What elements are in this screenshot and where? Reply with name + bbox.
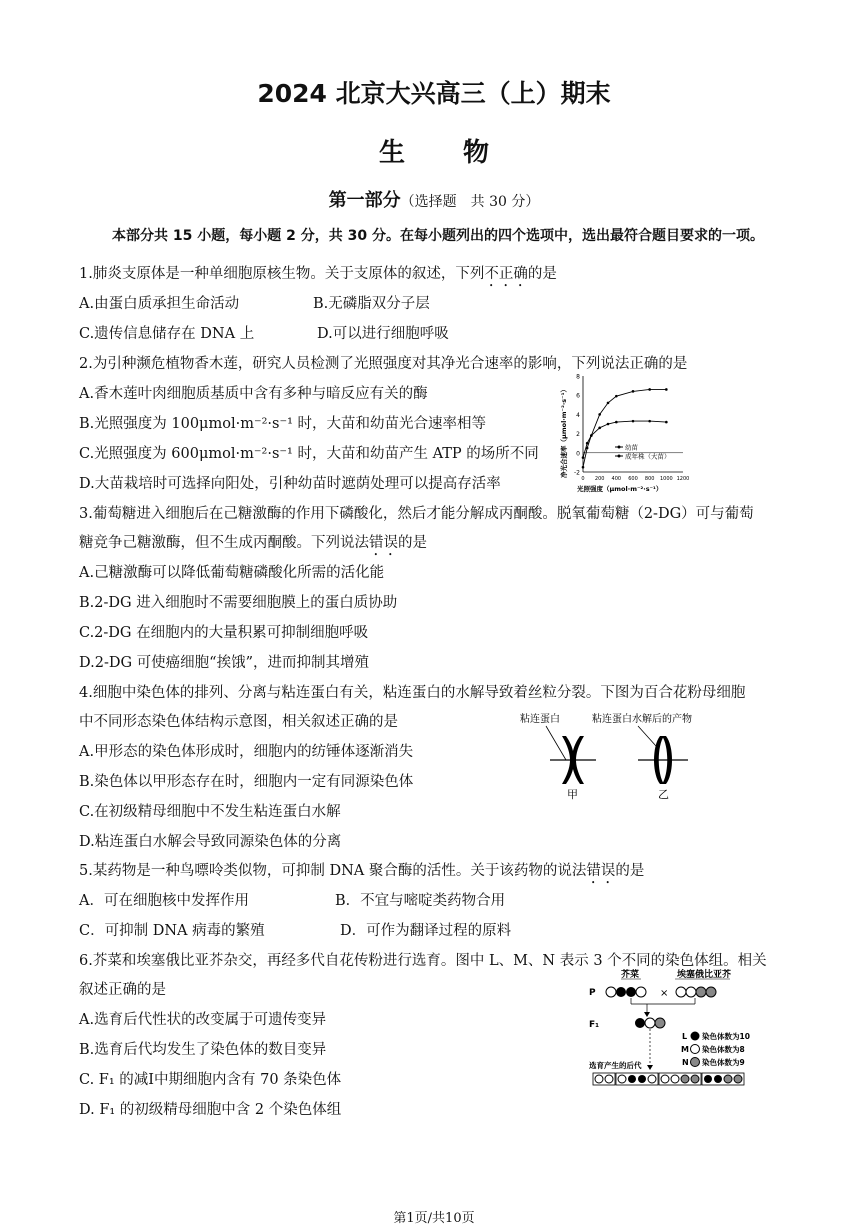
part-heading bbox=[0, 186, 868, 212]
series-point bbox=[607, 402, 610, 405]
q1-option-d: D.可以进行细胞呼吸 bbox=[317, 326, 449, 342]
series-point bbox=[615, 421, 618, 424]
q3-option-d: D.2-DG 可使癌细胞“挨饿”，进而抑制其增殖 bbox=[79, 655, 369, 671]
series-point bbox=[665, 388, 668, 391]
q5-option-d: D．可作为翻译过程的原料 bbox=[340, 923, 512, 939]
svg-text:N: N bbox=[682, 1058, 689, 1067]
offspring-genomes bbox=[593, 1073, 744, 1085]
fig-label-product: 粘连蛋白水解后的产物 bbox=[592, 714, 692, 725]
svg-text:染色体数为9: 染色体数为9 bbox=[702, 1058, 745, 1067]
q6-breeding-figure bbox=[585, 968, 800, 1088]
q6-option-a: A.选育后代性状的改变属于可遗传变异 bbox=[79, 1012, 327, 1028]
y-tick-label: -2 bbox=[574, 469, 580, 477]
q2-stem: 2.为引种濒危植物香木莲，研究人员检测了光照强度对其净光合速率的影响，下列说法正确的是 bbox=[79, 356, 688, 372]
series-point bbox=[665, 421, 668, 424]
fig-label-yi: 乙 bbox=[658, 788, 669, 800]
part-title: 第一部分 bbox=[328, 190, 401, 211]
q3-option-b: B.2-DG 进入细胞时不需要细胞膜上的蛋白质协助 bbox=[79, 595, 398, 611]
series-point bbox=[590, 434, 593, 437]
q4-stem-line1: 4.细胞中染色体的排列、分离与粘连蛋白有关，粘连蛋白的水解导致着丝粒分裂。下图为百合花粉母细胞 bbox=[79, 685, 746, 701]
part-note: （选择题 共 30 分） bbox=[400, 194, 540, 210]
q1-option-c: C.遗传信息储存在 DNA 上 bbox=[79, 326, 255, 342]
legend-seedling: 幼苗 bbox=[625, 443, 638, 452]
q4-option-d: D.粘连蛋白水解会导致同源染色体的分离 bbox=[79, 834, 342, 850]
label-f1: F₁ bbox=[589, 1020, 600, 1030]
svg-text:染色体数为10: 染色体数为10 bbox=[702, 1032, 750, 1041]
label-offspring: 选育产生的后代 bbox=[589, 1061, 642, 1070]
q6-option-c: C. F₁ 的减Ⅰ中期细胞内含有 70 条染色体 bbox=[79, 1072, 342, 1088]
q2-light-curve-chart bbox=[555, 372, 690, 494]
q3-option-c: C.2-DG 在细胞内的大量积累可抑制细胞呼吸 bbox=[79, 625, 369, 641]
page-title: 2024 北京大兴高三（上）期末 bbox=[257, 79, 611, 108]
series-point bbox=[632, 390, 635, 393]
q4-stem-line2: 中不同形态染色体结构示意图，相关叙述正确的是 bbox=[79, 714, 398, 730]
q2-option-b: B.光照强度为 100μmol·m⁻²·s⁻¹ 时，大苗和幼苗光合速率相等 bbox=[79, 416, 487, 432]
q4-option-a: A.甲形态的染色体形成时，细胞内的纺锤体逐渐消失 bbox=[79, 744, 414, 760]
label-p: P bbox=[589, 988, 596, 998]
subject-title: 生物 bbox=[378, 138, 547, 168]
instructions: 本部分共 15 小题，每小题 2 分，共 30 分。在每小题列出的四个选项中，选出最符合题目要求的一项。 bbox=[112, 228, 764, 244]
cross-sign: × bbox=[660, 988, 669, 999]
series-point bbox=[648, 420, 651, 423]
q5-option-b: B．不宜与嘧啶类药物合用 bbox=[335, 893, 506, 909]
x-tick-label: 0 bbox=[581, 476, 585, 482]
x-tick-label: 1000 bbox=[659, 476, 673, 482]
q3-stem-line2: 糖竞争己糖激酶，但不生成丙酮酸。下列说法错误的是 bbox=[79, 535, 427, 551]
series-point bbox=[598, 427, 601, 430]
x-tick-label: 1200 bbox=[676, 476, 690, 482]
q5-option-a: A．可在细胞核中发挥作用 bbox=[79, 893, 249, 909]
q1-option-a: A.由蛋白质承担生命活动 bbox=[79, 296, 240, 312]
parent-ethiopian bbox=[676, 987, 716, 997]
parent-mustard bbox=[606, 987, 646, 997]
q6-stem-line2: 叙述正确的是 bbox=[79, 982, 166, 998]
chart-legend bbox=[615, 443, 671, 461]
y-tick-label: 8 bbox=[576, 373, 580, 381]
q1-stem: 1.肺炎支原体是一种单细胞原核生物。关于支原体的叙述，下列不正确的是 bbox=[79, 266, 557, 282]
svg-text:M: M bbox=[681, 1045, 689, 1054]
page-footer: 第1页/共10页 bbox=[393, 1211, 475, 1226]
f1-genome bbox=[635, 1018, 665, 1028]
y-tick-label: 2 bbox=[576, 431, 580, 439]
x-tick-label: 400 bbox=[611, 476, 622, 482]
series-point bbox=[598, 413, 601, 416]
q1-option-b: B.无磷脂双分子层 bbox=[313, 296, 430, 312]
chart-xlabel: 光照强度（μmol·m⁻²·s⁻¹） bbox=[577, 485, 663, 493]
label-mustard: 芥菜 bbox=[621, 970, 640, 980]
y-tick-label: 0 bbox=[576, 450, 580, 458]
chromosome-yi bbox=[638, 736, 688, 784]
series-point bbox=[582, 466, 585, 469]
q6-stem-line1: 6.芥菜和埃塞俄比亚芥杂交，再经多代自花传粉进行选育。图中 L、M、N 表示 3 个不同的染色体组。相关 bbox=[79, 953, 767, 969]
fig-label-jia: 甲 bbox=[567, 788, 578, 800]
q5-stem: 5.某药物是一种鸟嘌呤类似物，可抑制 DNA 聚合酶的活性。关于该药物的说法错误的是 bbox=[79, 863, 645, 879]
chromosome-jia bbox=[550, 736, 596, 784]
series-point bbox=[648, 388, 651, 391]
q2-option-d: D.大苗栽培时可选择向阳处，引种幼苗时遮荫处理可以提高存活率 bbox=[79, 476, 501, 492]
series-point bbox=[582, 456, 585, 459]
x-tick-label: 200 bbox=[594, 476, 605, 482]
svg-text:L: L bbox=[682, 1032, 688, 1041]
chart-ylabel: 净光合速率（μmol·m⁻²·s⁻¹） bbox=[560, 386, 568, 478]
q4-option-b: B.染色体以甲形态存在时，细胞内一定有同源染色体 bbox=[79, 774, 414, 790]
series-point bbox=[607, 423, 610, 426]
q4-chromosome-figure bbox=[518, 708, 718, 800]
q2-option-a: A.香木莲叶肉细胞质基质中含有多种与暗反应有关的酶 bbox=[79, 386, 428, 402]
genome-legend bbox=[681, 1031, 750, 1067]
legend-adult: 成年株（大苗） bbox=[625, 452, 671, 461]
q2-option-c: C.光照强度为 600μmol·m⁻²·s⁻¹ 时，大苗和幼苗产生 ATP 的场所不同 bbox=[79, 446, 539, 462]
series-point bbox=[632, 420, 635, 423]
q4-option-c: C.在初级精母细胞中不发生粘连蛋白水解 bbox=[79, 804, 341, 820]
series-point bbox=[615, 395, 618, 398]
label-ethiopian: 埃塞俄比亚芥 bbox=[677, 970, 732, 980]
y-tick-label: 6 bbox=[576, 392, 580, 400]
series-point bbox=[586, 447, 589, 450]
q6-option-d: D. F₁ 的初级精母细胞中含 2 个染色体组 bbox=[79, 1102, 342, 1118]
q5-option-c: C．可抑制 DNA 病毒的繁殖 bbox=[79, 923, 265, 939]
x-tick-label: 800 bbox=[644, 476, 655, 482]
x-tick-label: 600 bbox=[628, 476, 638, 482]
q6-option-b: B.选育后代均发生了染色体的数目变异 bbox=[79, 1042, 327, 1058]
fig-label-cohesin: 粘连蛋白 bbox=[520, 714, 560, 725]
svg-text:染色体数为8: 染色体数为8 bbox=[702, 1045, 745, 1054]
y-tick-label: 4 bbox=[576, 411, 580, 419]
q3-stem-line1: 3.葡萄糖进入细胞后在己糖激酶的作用下磷酸化，然后才能分解成丙酮酸。脱氧葡萄糖（2-DG）可与葡萄 bbox=[79, 506, 754, 522]
q3-option-a: A.己糖激酶可以降低葡萄糖磷酸化所需的活化能 bbox=[79, 565, 385, 581]
